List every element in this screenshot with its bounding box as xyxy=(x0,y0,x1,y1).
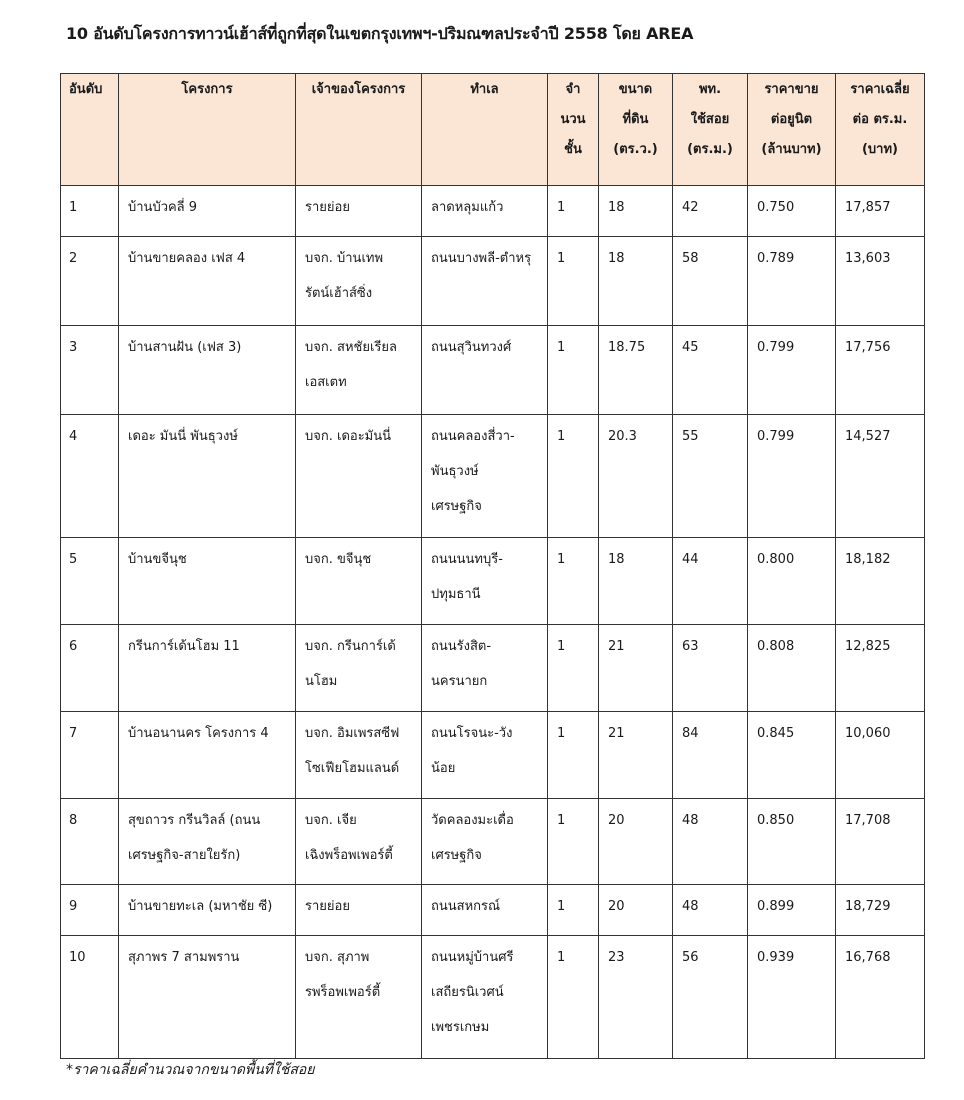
cell-rank: 10 xyxy=(61,936,119,1059)
cell-location-line: ถนนหมู่บ้านศรี xyxy=(431,950,514,965)
table-row xyxy=(61,237,925,326)
cell-project xyxy=(119,237,296,326)
document-title: 10 อันดับโครงการทาวน์เฮ้าส์ที่ถูกที่สุดในเขตกรุงเทพฯ-ปริมณฑลประจำปี 2558 โดย AREA xyxy=(66,24,694,43)
cell-price: 0.850 xyxy=(748,799,836,885)
header-row xyxy=(61,74,925,186)
cell-avg: 14,527 xyxy=(836,415,925,538)
cell-land: 20 xyxy=(599,885,673,936)
cell-owner-line: รพร็อพเพอร์ตี้ xyxy=(305,985,381,1000)
cell-land: 18 xyxy=(599,538,673,625)
cell-owner-line: รายย่อย xyxy=(305,200,350,215)
cell-price: 0.789 xyxy=(748,237,836,326)
cell-owner xyxy=(296,186,422,237)
cell-owner-line: รัตน์เฮ้าส์ซิ่ง xyxy=(305,286,373,301)
cell-owner xyxy=(296,936,422,1059)
cell-land: 23 xyxy=(599,936,673,1059)
cell-owner-line: บจก. กรีนการ์เด้ xyxy=(305,639,396,654)
cell-floors: 1 xyxy=(548,538,599,625)
header-rank xyxy=(61,74,119,186)
table-row xyxy=(61,936,925,1059)
header-floors-line: นวน xyxy=(560,112,586,127)
cell-project-line: บ้านขจีนุช xyxy=(128,552,187,567)
cell-project xyxy=(119,885,296,936)
cell-location xyxy=(422,625,548,712)
cell-rank: 9 xyxy=(61,885,119,936)
cell-area: 42 xyxy=(673,186,748,237)
header-usable-area-line: ใช้สอย xyxy=(690,112,730,127)
cell-rank: 8 xyxy=(61,799,119,885)
cell-location-line: เพชรเกษม xyxy=(431,1020,490,1035)
cell-rank: 7 xyxy=(61,712,119,799)
cell-land: 18.75 xyxy=(599,326,673,415)
cell-project xyxy=(119,326,296,415)
cell-area: 48 xyxy=(673,885,748,936)
cell-owner-line: บจก. อิมเพรสซีฟ xyxy=(305,726,400,741)
cell-location-line: เศรษฐกิจ xyxy=(431,499,482,514)
cell-owner xyxy=(296,712,422,799)
cell-floors: 1 xyxy=(548,186,599,237)
cell-floors: 1 xyxy=(548,885,599,936)
cell-rank: 2 xyxy=(61,237,119,326)
cell-owner-line: เฉิงพร็อพเพอร์ตี้ xyxy=(305,848,393,863)
cell-avg: 17,708 xyxy=(836,799,925,885)
cell-project-line: กรีนการ์เด้นโฮม 11 xyxy=(128,639,240,654)
cell-floors: 1 xyxy=(548,799,599,885)
cell-price: 0.799 xyxy=(748,326,836,415)
table-row xyxy=(61,326,925,415)
cell-location-line: ถนนโรจนะ-วัง xyxy=(431,726,513,741)
cell-location-line: ถนนรังสิต- xyxy=(431,639,492,654)
cell-owner-line: บจก. สหชัยเรียล xyxy=(305,340,397,355)
cell-location-line: ถนนบางพลี-ตำหรุ xyxy=(431,251,532,266)
cell-owner xyxy=(296,237,422,326)
cell-price: 0.939 xyxy=(748,936,836,1059)
table-header xyxy=(61,74,925,186)
cell-location-line: น้อย xyxy=(431,761,456,776)
table-row xyxy=(61,186,925,237)
header-location xyxy=(422,74,548,186)
header-owner-line: เจ้าของโครงการ xyxy=(311,82,406,97)
cell-land: 20 xyxy=(599,799,673,885)
header-land-size xyxy=(599,74,673,186)
cell-location-line: พันธุวงษ์ xyxy=(431,464,479,479)
cell-project-line: บ้านสานฝัน (เฟส 3) xyxy=(128,340,242,355)
cell-area: 44 xyxy=(673,538,748,625)
cell-project-line: เศรษฐกิจ-สายใยรัก) xyxy=(128,848,241,863)
cell-location-line: วัดคลองมะเดื่อ xyxy=(431,813,514,828)
header-project-line: โครงการ xyxy=(181,82,233,97)
cell-avg: 16,768 xyxy=(836,936,925,1059)
cell-owner-line: บจก. สุภาพ xyxy=(305,950,370,965)
cell-rank: 5 xyxy=(61,538,119,625)
cell-location xyxy=(422,326,548,415)
header-avg-price-line: ต่อ ตร.ม. xyxy=(852,112,908,127)
cell-location-line: นครนายก xyxy=(431,674,488,689)
cell-location-line: เศรษฐกิจ xyxy=(431,848,482,863)
cell-location xyxy=(422,885,548,936)
cell-avg: 12,825 xyxy=(836,625,925,712)
table-body xyxy=(61,186,925,1059)
header-unit-price-line: ราคาขาย xyxy=(764,82,819,97)
header-usable-area-line: (ตร.ม.) xyxy=(687,142,733,157)
cell-area: 84 xyxy=(673,712,748,799)
cell-price: 0.799 xyxy=(748,415,836,538)
cell-owner-line: รายย่อย xyxy=(305,899,350,914)
cell-location-line: ถนนสหกรณ์ xyxy=(431,899,501,914)
cell-floors: 1 xyxy=(548,237,599,326)
cell-location xyxy=(422,712,548,799)
cell-land: 21 xyxy=(599,625,673,712)
cell-avg: 18,729 xyxy=(836,885,925,936)
cell-owner-line: บจก. เจีย xyxy=(305,813,357,828)
cell-location-line: ปทุมธานี xyxy=(431,587,481,602)
cell-project xyxy=(119,712,296,799)
cell-avg: 17,756 xyxy=(836,326,925,415)
cell-owner-line: บจก. เดอะมันนี่ xyxy=(305,429,392,444)
header-unit-price xyxy=(748,74,836,186)
cell-land: 20.3 xyxy=(599,415,673,538)
townhouse-ranking-table xyxy=(60,73,925,1059)
header-usable-area-line: พท. xyxy=(698,82,722,97)
cell-land: 18 xyxy=(599,237,673,326)
header-owner xyxy=(296,74,422,186)
cell-location xyxy=(422,186,548,237)
cell-location xyxy=(422,799,548,885)
cell-land: 21 xyxy=(599,712,673,799)
cell-project-line: เดอะ มันนี่ พันธุวงษ์ xyxy=(128,429,238,444)
table-row xyxy=(61,625,925,712)
cell-rank: 4 xyxy=(61,415,119,538)
cell-area: 45 xyxy=(673,326,748,415)
header-project xyxy=(119,74,296,186)
table-row xyxy=(61,885,925,936)
header-unit-price-line: ต่อยูนิต xyxy=(770,112,813,127)
cell-floors: 1 xyxy=(548,625,599,712)
header-land-size-line: (ตร.ว.) xyxy=(613,142,658,157)
cell-project xyxy=(119,799,296,885)
table-row xyxy=(61,799,925,885)
cell-location xyxy=(422,415,548,538)
cell-project xyxy=(119,936,296,1059)
cell-owner xyxy=(296,326,422,415)
cell-area: 48 xyxy=(673,799,748,885)
header-avg-price-line: (บาท) xyxy=(861,142,898,157)
cell-owner-line: บจก. ขจีนุช xyxy=(305,552,372,567)
cell-land: 18 xyxy=(599,186,673,237)
cell-price: 0.750 xyxy=(748,186,836,237)
cell-floors: 1 xyxy=(548,415,599,538)
cell-owner xyxy=(296,625,422,712)
header-land-size-line: ขนาด xyxy=(618,82,653,97)
cell-project xyxy=(119,625,296,712)
header-avg-price xyxy=(836,74,925,186)
cell-location-line: ถนนสุวินทวงศ์ xyxy=(431,340,512,355)
cell-project-line: สุภาพร 7 สามพราน xyxy=(128,950,240,965)
cell-rank: 3 xyxy=(61,326,119,415)
cell-project xyxy=(119,415,296,538)
cell-floors: 1 xyxy=(548,936,599,1059)
cell-rank: 1 xyxy=(61,186,119,237)
header-floors-line: ชั้น xyxy=(564,142,582,157)
cell-owner-line: บจก. บ้านเทพ xyxy=(305,251,384,266)
cell-location-line: ลาดหลุมแก้ว xyxy=(431,200,504,215)
header-unit-price-line: (ล้านบาท) xyxy=(761,142,822,157)
cell-project-line: บ้านบัวคลี่ 9 xyxy=(128,200,198,215)
table-row xyxy=(61,415,925,538)
header-location-line: ทำเล xyxy=(470,82,499,97)
cell-owner xyxy=(296,885,422,936)
cell-area: 56 xyxy=(673,936,748,1059)
cell-price: 0.845 xyxy=(748,712,836,799)
cell-project-line: สุขถาวร กรีนวิลล์ (ถนน xyxy=(128,813,261,828)
cell-area: 58 xyxy=(673,237,748,326)
cell-price: 0.808 xyxy=(748,625,836,712)
cell-owner xyxy=(296,538,422,625)
cell-owner-line: นโฮม xyxy=(305,674,338,689)
cell-avg: 17,857 xyxy=(836,186,925,237)
cell-project xyxy=(119,538,296,625)
header-rank-line: อันดับ xyxy=(69,82,103,97)
cell-project xyxy=(119,186,296,237)
cell-location xyxy=(422,936,548,1059)
cell-floors: 1 xyxy=(548,326,599,415)
cell-price: 0.899 xyxy=(748,885,836,936)
cell-location xyxy=(422,538,548,625)
header-usable-area xyxy=(673,74,748,186)
cell-area: 55 xyxy=(673,415,748,538)
cell-avg: 18,182 xyxy=(836,538,925,625)
cell-project-line: บ้านขายคลอง เฟส 4 xyxy=(128,251,246,266)
cell-price: 0.800 xyxy=(748,538,836,625)
header-floors xyxy=(548,74,599,186)
cell-avg: 13,603 xyxy=(836,237,925,326)
cell-project-line: บ้านอนานคร โครงการ 4 xyxy=(128,726,269,741)
cell-owner xyxy=(296,415,422,538)
cell-location xyxy=(422,237,548,326)
cell-area: 63 xyxy=(673,625,748,712)
header-floors-line: จำ xyxy=(565,82,581,97)
table-row xyxy=(61,538,925,625)
cell-floors: 1 xyxy=(548,712,599,799)
cell-location-line: ถนนคลองสี่วา- xyxy=(431,429,515,444)
cell-location-line: ถนนนนทบุรี- xyxy=(431,552,503,567)
cell-owner-line: เอสเตท xyxy=(305,375,347,390)
header-avg-price-line: ราคาเฉลี่ย xyxy=(850,82,910,97)
cell-owner xyxy=(296,799,422,885)
cell-location-line: เสถียรนิเวศน์ xyxy=(431,985,504,1000)
cell-rank: 6 xyxy=(61,625,119,712)
footnote: *ราคาเฉลี่ยคำนวณจากขนาดพื้นที่ใช้สอย xyxy=(66,1062,315,1078)
cell-project-line: บ้านขายทะเล (มหาชัย ซี) xyxy=(128,899,273,914)
cell-owner-line: โซเฟียโฮมแลนด์ xyxy=(305,761,400,776)
header-land-size-line: ที่ดิน xyxy=(622,112,649,127)
table-row xyxy=(61,712,925,799)
cell-avg: 10,060 xyxy=(836,712,925,799)
